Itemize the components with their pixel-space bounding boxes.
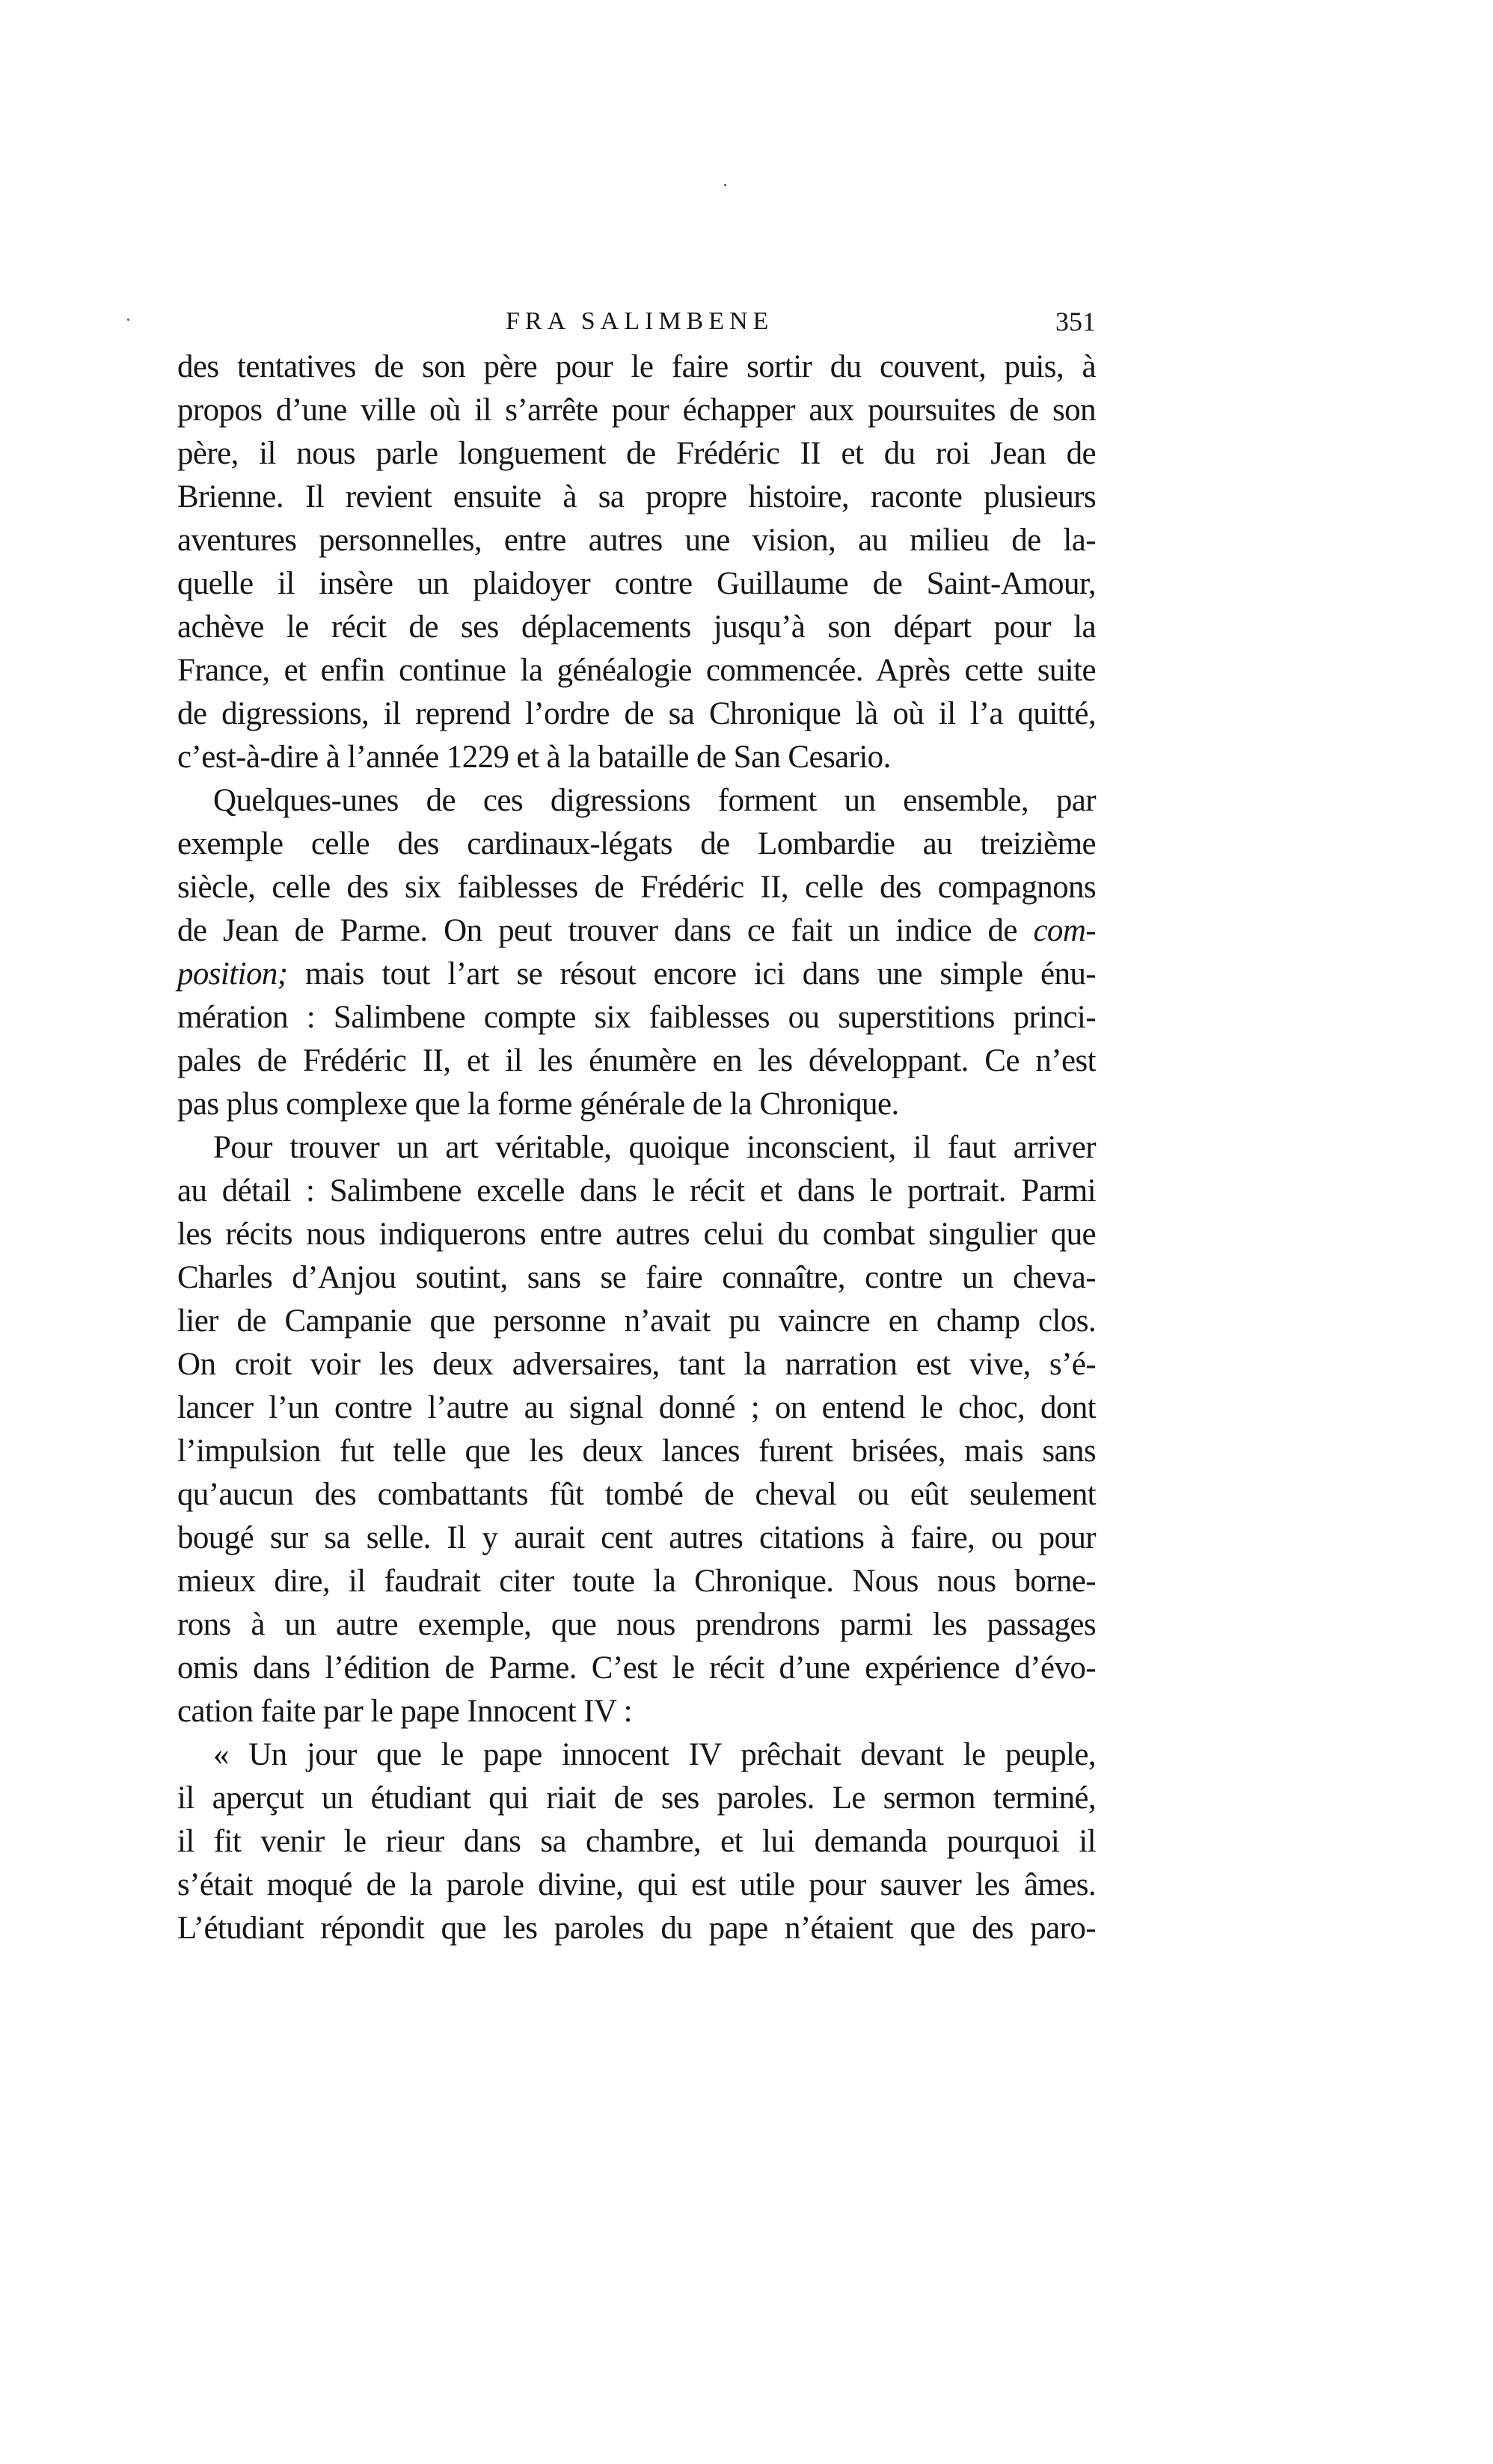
text-line: les récits nous indiquerons entre autres celui du combat singulier que	[177, 1217, 1096, 1252]
text-line: achève le récit de ses déplacements jusqu’à son départ pour la	[177, 609, 1096, 645]
text-line: Quelques-unes de ces digressions forment un ensemble, par	[213, 783, 1096, 818]
paragraph	[177, 345, 1096, 779]
text-line: position; mais tout l’art se résout encore ici dans une simple énu-	[177, 956, 1096, 992]
text-line: il aperçut un étudiant qui riait de ses paroles. Le sermon terminé,	[177, 1781, 1096, 1816]
text-line: il fit venir le rieur dans sa chambre, et lui demanda pourquoi il	[177, 1824, 1096, 1859]
running-title: FRA SALIMBENE	[506, 307, 774, 335]
paragraph	[177, 779, 1096, 1126]
text-line: cation faite par le pape Innocent IV :	[177, 1694, 632, 1729]
text-line: L’étudiant répondit que les paroles du pape n’étaient que des paro-	[177, 1911, 1096, 1946]
page-number: 351	[1055, 307, 1096, 337]
text-line: Charles d’Anjou soutint, sans se faire connaître, contre un cheva-	[177, 1260, 1096, 1295]
text-line: bougé sur sa selle. Il y aurait cent autres citations à faire, ou pour	[177, 1520, 1096, 1555]
text-line: de digressions, il reprend l’ordre de sa Chronique là où il l’a quitté,	[177, 696, 1096, 731]
text-line: France, et enfin continue la généalogie commencée. Après cette suite	[177, 653, 1096, 688]
paragraph	[177, 1733, 1096, 1950]
text-line: exemple celle des cardinaux-légats de Lombardie au treizième	[177, 826, 1096, 861]
text-line: rons à un autre exemple, que nous prendrons parmi les passages	[177, 1607, 1096, 1642]
text-line: mieux dire, il faudrait citer toute la Chronique. Nous nous borne-	[177, 1564, 1096, 1599]
body-text	[177, 345, 1096, 1950]
text-line: omis dans l’édition de Parme. C’est le récit d’une expérience d’évo-	[177, 1650, 1096, 1686]
text-line: lier de Campanie que personne n’avait pu vaincre en champ clos.	[177, 1303, 1096, 1339]
text-line: propos d’une ville où il s’arrête pour échapper aux poursuites de son	[177, 393, 1096, 428]
scan-speck	[724, 184, 726, 186]
text-line: pas plus complexe que la forme générale de la Chronique.	[177, 1087, 899, 1122]
text-line: quelle il insère un plaidoyer contre Guillaume de Saint-Amour,	[177, 566, 1096, 601]
paragraph	[177, 1126, 1096, 1733]
text-line: siècle, celle des six faiblesses de Frédéric II, celle des compagnons	[177, 870, 1096, 905]
text-line: c’est-à-dire à l’année 1229 et à la bataille de San Cesario.	[177, 740, 891, 775]
text-line: des tentatives de son père pour le faire sortir du couvent, puis, à	[177, 349, 1096, 384]
text-line: de Jean de Parme. On peut trouver dans ce fait un indice de com-	[177, 913, 1096, 948]
running-header	[177, 305, 1096, 338]
text-line: lancer l’un contre l’autre au signal donné ; on entend le choc, dont	[177, 1390, 1096, 1425]
text-line: qu’aucun des combattants fût tombé de cheval ou eût seulement	[177, 1477, 1096, 1512]
text-line: « Un jour que le pape innocent IV prêchait devant le peuple,	[213, 1737, 1096, 1772]
text-line: aventures personnelles, entre autres une vision, au milieu de la-	[177, 523, 1096, 558]
text-line: Brienne. Il revient ensuite à sa propre histoire, raconte plusieurs	[177, 479, 1096, 514]
text-line: père, il nous parle longuement de Frédéric II et du roi Jean de	[177, 436, 1096, 471]
text-line: mération : Salimbene compte six faiblesses ou superstitions princi-	[177, 1000, 1096, 1035]
italic-term: position;	[177, 956, 288, 992]
text-line: pales de Frédéric II, et il les énumère en les développant. Ce n’est	[177, 1043, 1096, 1078]
text-line: On croit voir les deux adversaires, tant la narration est vive, s’é-	[177, 1347, 1096, 1382]
text-line: au détail : Salimbene excelle dans le récit et dans le portrait. Parmi	[177, 1173, 1096, 1208]
scan-speck	[127, 319, 129, 321]
italic-term: com-	[1033, 913, 1096, 948]
text-line: l’impulsion fut telle que les deux lances furent brisées, mais sans	[177, 1434, 1096, 1469]
text-line: s’était moqué de la parole divine, qui est utile pour sauver les âmes.	[177, 1867, 1096, 1902]
text-line: Pour trouver un art véritable, quoique inconscient, il faut arriver	[213, 1130, 1096, 1165]
